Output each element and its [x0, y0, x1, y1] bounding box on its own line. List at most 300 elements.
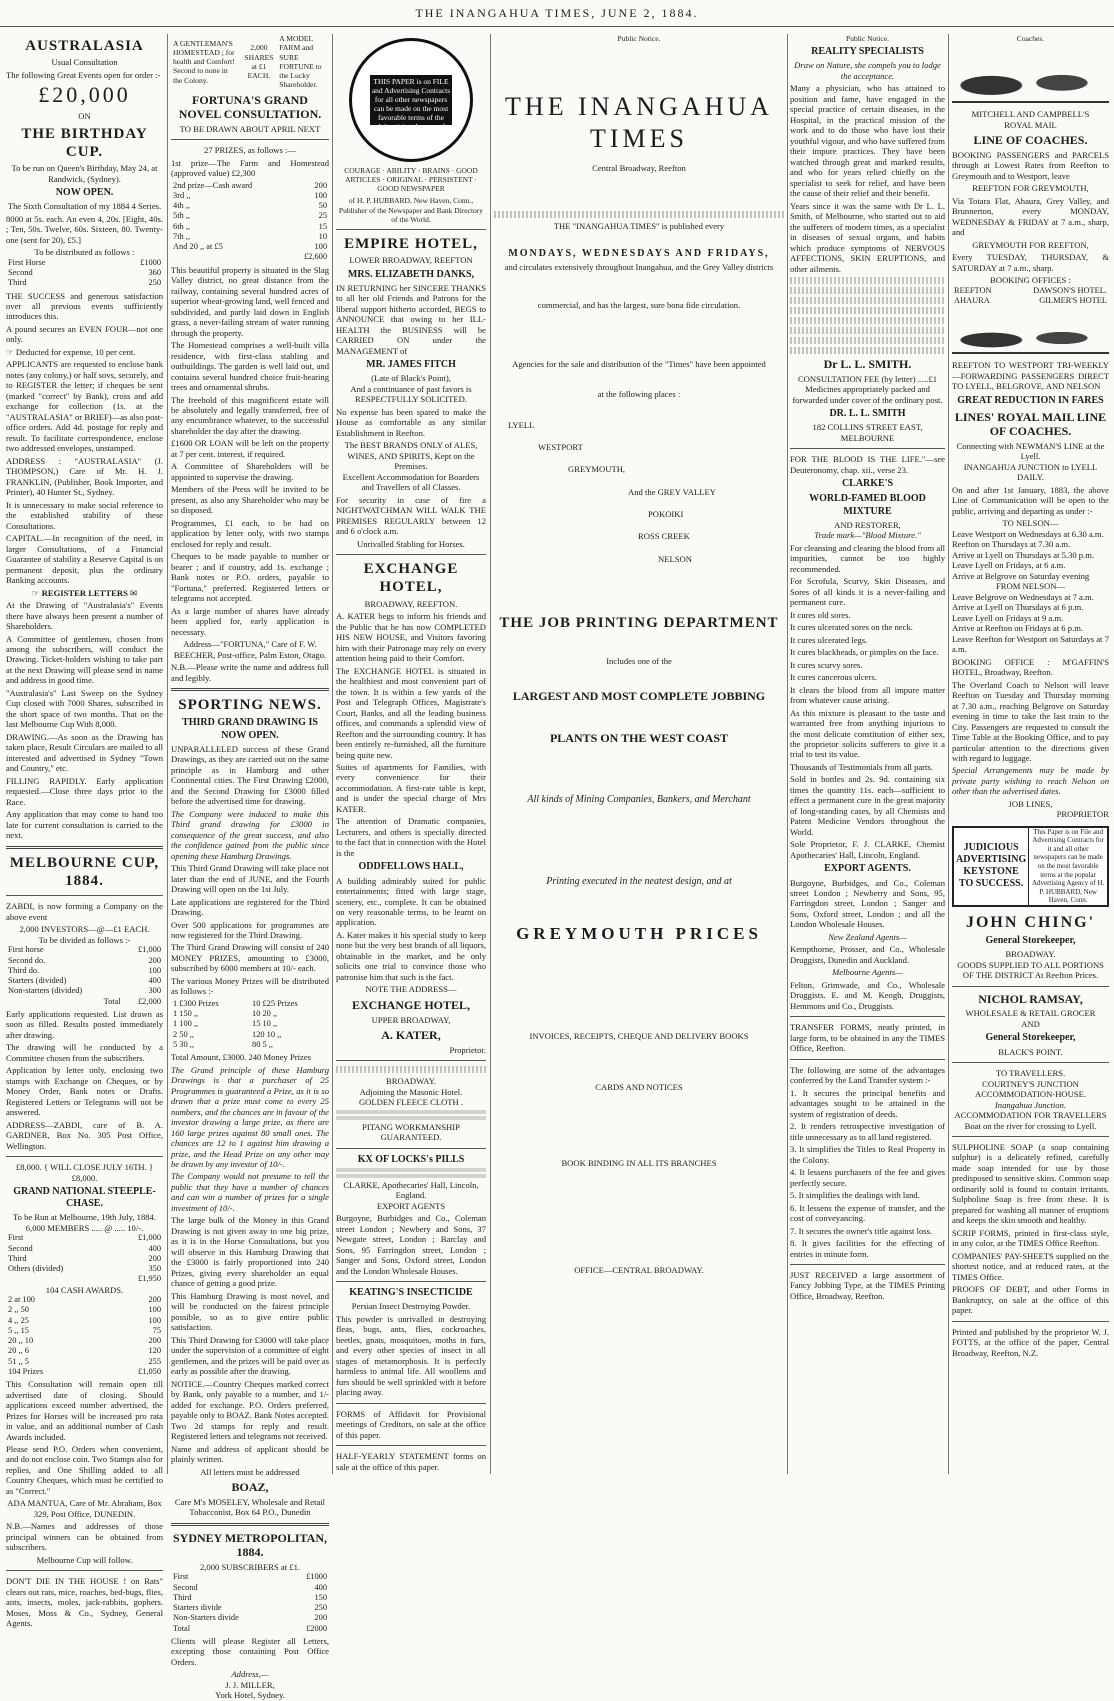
table-cell: Third	[8, 1253, 27, 1263]
table-cell: 5 30 ,,	[173, 1039, 194, 1049]
table-cell: £1,950	[137, 1274, 161, 1284]
table-cell: 1 100 ,,	[173, 1019, 199, 1029]
ad-lines-title: LINES' ROYAL MAIL LINE OF COACHES.	[954, 409, 1107, 439]
list-item: Reefton on Thursdays at 7.30 a.m.	[952, 539, 1071, 550]
list-item: It cures ulcerated legs.	[790, 634, 868, 645]
ad-text: The following are some of the advantages conferred by the Land Transfer system :-	[790, 1064, 945, 1086]
table-cell: 15 10 ,,	[252, 1019, 278, 1029]
divider	[171, 688, 329, 691]
divider	[6, 1156, 163, 1157]
ad-fortuna-title: FORTUNA'S GRAND NOVEL CONSULTATION.	[178, 92, 322, 122]
ad-australasia-title: AUSTRALASIA	[25, 38, 144, 54]
table-cell: 2 50 ,,	[173, 1029, 194, 1039]
table-row	[6, 1357, 163, 1367]
seal-ring-words: COURAGE · ABILITY · BRAINS · GOOD ARTICLES · ORIGINAL · PERSISTENT · GOOD NEWSPAPER	[344, 166, 478, 194]
divider	[790, 1016, 945, 1017]
table-row	[6, 945, 163, 955]
column-rule	[948, 34, 949, 1474]
table-row	[171, 34, 329, 90]
table-row	[171, 1593, 329, 1603]
list-item: Arrive at Belgrove on Saturday evening	[952, 570, 1090, 581]
list-item: Arrive at Reefton on Fridays at 6 p.m.	[952, 623, 1084, 634]
ad-text: PLANTS ON THE WEST COAST	[549, 731, 729, 746]
table-row	[6, 1346, 163, 1356]
table-cell: 100	[314, 242, 327, 252]
ad-text: ON	[78, 111, 91, 122]
table-row	[6, 1264, 163, 1274]
ad-text: 27 PRIZES, as follows :—	[204, 145, 296, 156]
ad-text: AND RESTORER,	[834, 519, 901, 530]
table-cell: 100	[148, 965, 161, 975]
ad-text: This beautiful property is situated in the Slag Valley district, no great distance from the railway, containing several hundred acres of superior wheat-growing land, well fenced and subdivided, and partly laid down in English grass, a never-failing stream of water running through the property.	[171, 264, 329, 338]
ad-text: The freehold of this magnificent estate will be absolutely and legally transferred, free of any encumbrance whatever, to the successful shareholder the day after the drawing.	[171, 394, 329, 436]
table-row	[171, 1603, 329, 1613]
table-cell: 10 £25 Prizes	[252, 998, 298, 1008]
list-item: Arrive at Lyell on Thursdays at 5.30 p.m.	[952, 549, 1095, 560]
ad-text: GOLDEN FLEECE CLOTH .	[358, 1097, 464, 1108]
pointing-hand-icon: ☞	[6, 346, 14, 357]
ad-text: Application by letter only, enclosing two stamps with Exchange on Cheques, or by Money Order, Bank notes or Drafts. Registered Letters or Telegrams will not be answered.	[6, 1065, 163, 1118]
job-printing-title: THE JOB PRINTING DEPARTMENT	[499, 615, 779, 632]
table-cell: 5 ,, 15	[8, 1325, 29, 1335]
ad-text: 8000 at 5s. each. An even 4, 20s. [Eight, 40s. ; Ten, 50s. Twelve, 60s. Sixteen, 80. Twenty-one (sent for 20), £5.]	[6, 213, 163, 245]
list-item: WESTPORT	[538, 442, 583, 453]
table-row	[171, 222, 329, 232]
ad-text: Melbourne Cup will follow.	[36, 1554, 133, 1565]
list-item: For Scrofula, Scurvy, Skin Diseases, and Sores of all kinds it is a never-failing and permanent cure.	[790, 576, 945, 608]
table-row	[171, 252, 329, 262]
ad-sydney-title: SYDNEY METROPOLITAN, 1884.	[172, 1530, 327, 1560]
ad-text: 2,000 SUBSCRIBERS at £1.	[199, 1561, 301, 1572]
ad-text: at the following places :	[597, 389, 681, 400]
prize-table	[171, 1572, 329, 1634]
ad-text: Members of the Press will be invited to be present, as also any Shareholder who may be so disposed.	[171, 484, 329, 516]
table-cell: Second	[8, 1243, 33, 1253]
ad-text: The following Great Events open for order :-	[6, 69, 161, 80]
ad-text: Dr L. L. SMITH.	[823, 357, 912, 372]
coach-illustration-icon	[952, 312, 1109, 354]
table-row	[6, 1244, 163, 1254]
table-row	[6, 1295, 163, 1305]
ad-address: Care M's MOSELEY, Wholesale and Retail Tobacconist, Box 64 P.O., Dunedin	[174, 1496, 326, 1518]
table-row	[171, 232, 329, 242]
faded-text	[790, 347, 945, 354]
ad-text: This Third Drawing for £3000 will take place under the supervision of a committee of eight gentlemen, and the prizes will be paid over as early as possible after the drawing.	[171, 1334, 329, 1377]
divider	[336, 1445, 486, 1446]
paper-banner: THE INANGAHUA TIMES	[505, 92, 773, 153]
list-item: 4. It lessens purchasers of the fee and gives perfectly secure.	[790, 1167, 945, 1188]
awards-table	[6, 1295, 163, 1377]
faded-text	[790, 327, 945, 334]
table-cell: 250	[148, 278, 161, 288]
table-cell: 120	[148, 1346, 161, 1356]
ad-text: Medicines appropriately packed and forwarded under cover of the ordinary post.	[792, 384, 943, 405]
list-item: 2. It renders retrospective investigation of title unnecessary as to all land registered.	[790, 1121, 945, 1142]
ad-text: This powder is unrivalled in destroying fleas, bugs, ants, flies, cockroaches, beetles, gnats, mosquitoes, moths in furs, and every other species of insect in all stages of metamorphosis. It is perfectly harmless to animal life. All woollens and furs should be well sprinkled with it before placing away.	[336, 1313, 486, 1398]
ad-text: Special Arrangements may be made by private party wishing to reach Nelson on other than the advertised dates.	[952, 765, 1109, 797]
table-cell: 100	[148, 1315, 161, 1325]
ad-text: COMPANIES' PAY-SHEETS supplied on the shortest notice, and at reduced rates, at the TIMES Office.	[952, 1250, 1109, 1282]
ad-text: N.B.—Please write the name and address full and legibly.	[171, 662, 329, 683]
table-cell: 350	[148, 1264, 161, 1274]
ad-text: INANGAHUA JUNCTION to LYELL DAILY.	[963, 461, 1098, 483]
divider	[6, 846, 163, 849]
ad-text: New Zealand Agents—	[828, 931, 907, 942]
ad-text: It is unnecessary to make social reference to the established stability of these Consultations.	[6, 499, 163, 531]
ad-text: BOOKING PASSENGERS and PARCELS through at Lowest Rates from Reefton to Greymouth and to Westport, leave	[952, 149, 1109, 181]
ad-text: Sole Proprietor, F. J. CLARKE, Chemist Apothecaries' Hall, Lincoln, England.	[790, 839, 945, 860]
table-cell: 51 ,, 5	[8, 1356, 29, 1366]
table-cell: DAWSON'S HOTEL.	[1033, 285, 1107, 295]
ad-text: MR. JAMES FITCH	[366, 359, 456, 371]
ad-text: Trade mark—"Blood Mixture."	[814, 530, 921, 541]
ad-text: A. Kater makes it his special study to keep none but the very best brands of all liquors, obtainable in the market, and he only solicits one trial to convince those who patronise him that such is the fact.	[336, 929, 486, 982]
ad-text: Every TUESDAY, THURSDAY, & SATURDAY at 7 a.m., sharp.	[952, 252, 1109, 273]
table-cell: Total	[173, 1623, 191, 1633]
divider	[790, 1264, 945, 1265]
list-item: It cures cancerous ulcers.	[790, 672, 877, 683]
divider	[952, 1136, 1109, 1137]
divider	[336, 1403, 486, 1404]
ad-text: BOOK BINDING IN ALL ITS BRANCHES	[561, 1158, 717, 1169]
column-rule	[167, 34, 168, 1474]
faded-text	[790, 317, 945, 324]
ad-text: Adjoining the Masonic Hotel.	[359, 1086, 463, 1097]
ad-text: Suites of apartments for Families, with every convenience for their accommodation. A first-rate table is kept, and is under the special charge of Mrs KATER.	[336, 762, 486, 814]
ad-keatings-title: KEATING'S INSECTICIDE	[349, 1287, 473, 1299]
ad-text: Burgoyne, Burbidges, and Co., Coleman street London ; Newberry and Sons, 95, Farringdon street, London ; Sanger and Sons, Oxford street, London ; and all the London Wholesale Houses.	[790, 877, 945, 930]
ad-text: GREYMOUTH FOR REEFTON,	[972, 239, 1089, 250]
section-label: Coaches.	[1016, 34, 1045, 43]
advantages-list	[790, 1088, 945, 1259]
prize-table	[6, 945, 163, 1007]
table-cell: 200	[148, 1253, 161, 1263]
table-cell: Total	[103, 996, 121, 1006]
ad-subtitle: Usual Consultation	[51, 57, 118, 68]
ad-text: JUST RECEIVED a large assortment of Fancy Jobbing Type, at the TIMES Printing Office, Broadway, Reefton.	[790, 1270, 945, 1301]
ad-text: General Storekeeper,	[985, 935, 1076, 947]
ad-text: 2,000 INVESTORS—@—£1 EACH.	[19, 924, 150, 935]
prize-table	[6, 258, 163, 289]
table-cell: 75	[152, 1325, 161, 1335]
faded-text	[494, 211, 784, 218]
table-row	[6, 1326, 163, 1336]
table-cell: 200	[314, 180, 327, 190]
ad-address: York Hotel, Sydney.	[215, 1690, 285, 1701]
ad-text: BOOKING OFFICE : M'GAFFIN'S HOTEL, Broadway, Reefton.	[952, 656, 1109, 678]
ad-text: CONSULTATION FEE (by letter) .....£1	[797, 373, 938, 384]
column-3	[336, 34, 486, 1474]
table-row	[171, 1624, 329, 1634]
ad-text: CAPITAL.—In recognition of the need, in larger Consultations, of a Financial Guarantee of stability a Reserve Capital is on permanent deposit, plus the ordinary Banking accounts.	[6, 533, 163, 586]
ad-text: WORLD-FAMED BLOOD MIXTURE	[809, 493, 926, 517]
list-item: Leave Westport on Wednesdays at 6.30 a.m.	[952, 528, 1104, 539]
table-cell: 15	[318, 221, 327, 231]
table-row	[171, 181, 329, 191]
ad-text: DRAWING.—As soon as the Drawing has taken place, Result Circulars are mailed to all interested and advertised in Sydney "Town and Country," etc.	[6, 731, 163, 774]
table-cell: Third	[8, 278, 27, 288]
ad-text: 6,000 MEMBERS ..... @ ..... 10/-.	[25, 1222, 144, 1233]
ad-text: Deducted for expense, 10 per cent.	[15, 346, 136, 357]
table-cell: Second	[8, 268, 33, 277]
ad-register: REGISTER LETTERS	[41, 587, 128, 598]
faded-text	[790, 297, 945, 304]
list-item: It cures blackheads, or pimples on the face.	[790, 647, 939, 658]
ad-text: Unrivalled Stabling for Horses.	[357, 538, 465, 549]
ad-empire-hotel-title: EMPIRE HOTEL,	[344, 235, 478, 252]
table-cell: £1,000	[137, 945, 161, 955]
ad-exchange-hotel-title: EXCHANGE HOTEL,	[363, 561, 459, 596]
ad-text: Includes one of the	[606, 656, 672, 667]
table-row	[6, 1305, 163, 1315]
ad-text: Please send P.O. Orders when convenient, and do not enclose coin. Two Stamps also for replies, and One Shilling added to all Country Cheques, which must be certified to as "Correct."	[6, 1444, 163, 1496]
table-cell: AHAURA	[954, 295, 990, 305]
table-cell: 1 150 ,,	[173, 1009, 199, 1019]
list-item: It cures scurvy sores.	[790, 659, 863, 670]
ad-text: Persian Insect Destroying Powder.	[351, 1301, 471, 1312]
prize-table	[171, 181, 329, 263]
ad-text: BOOKING OFFICES :	[990, 275, 1071, 286]
divider	[790, 448, 945, 449]
ad-text: The various Money Prizes will be distributed as follows :-	[171, 975, 329, 997]
envelope-icon: ✉	[130, 587, 138, 598]
ad-text: (Late of Black's Point),	[371, 373, 451, 384]
list-item: 6. It lessens the expense of transfer, and the cost of conveyancing.	[790, 1202, 945, 1224]
ad-text: Cheques to be made payable to number or bearer ; and if country, add 1s. exchange ; Bank notes or P.O. orders, payable to "Fortuna," preferred. Registered letters or telegrams not accepted.	[171, 551, 329, 604]
ad-text: PROPRIETOR	[1056, 809, 1109, 820]
agency-list	[508, 414, 784, 570]
table-cell: 2,000 SHARES at £1 EACH.	[244, 43, 274, 80]
column-4	[494, 34, 784, 1474]
table-row	[171, 1583, 329, 1593]
ad-text: Clients will please Register all Letters, excepting those containing Post Office Orders.	[171, 1635, 329, 1667]
ad-text: Thousands of Testimonials from all parts.	[790, 761, 933, 772]
pointing-hand-icon: ☞	[31, 587, 40, 598]
ad-text: ROYAL MAIL	[1004, 119, 1057, 130]
ad-text: EXPORT AGENTS	[376, 1200, 446, 1211]
table-row	[6, 1367, 163, 1377]
ad-text: CARDS AND NOTICES	[595, 1081, 683, 1092]
faded-text	[336, 1116, 486, 1120]
table-cell: Starters divide	[173, 1603, 222, 1613]
faded-text	[790, 307, 945, 314]
ad-text: JOB LINES,	[1008, 798, 1053, 809]
faded-text	[790, 277, 945, 284]
ad-address: 182 COLLINS STREET EAST, MELBOURNE	[812, 422, 923, 443]
ad-text: CLARKE, Apothecaries' Hall, Lincoln, England.	[343, 1179, 479, 1201]
table-cell: First horse	[8, 945, 44, 955]
ad-text: CLARKE'S	[841, 478, 894, 490]
list-item: It cures old sores.	[790, 609, 851, 620]
advertising-seal-icon	[349, 38, 473, 162]
ad-text: All kinds of Mining Companies, Bankers, and Merchant	[527, 794, 751, 806]
table-row	[6, 976, 163, 986]
ad-text: TO TRAVELLERS.	[995, 1068, 1066, 1079]
column-rule	[332, 34, 333, 1474]
ad-text: BLACK'S POINT.	[998, 1046, 1063, 1057]
ad-text: A. KATER begs to inform his friends and the Public that he has now COMPLETED HIS NEW HOUSE, and Visitors favoring him with their Patronage may rely on every attention being paid to their Comfort.	[336, 611, 486, 664]
cures-list	[790, 576, 945, 705]
divider	[336, 1060, 486, 1061]
table-row	[171, 1572, 329, 1582]
table-cell: 10	[318, 231, 327, 241]
table-cell: Non-Starters divide	[173, 1613, 239, 1623]
ad-text: DR. L. L. SMITH	[829, 408, 906, 420]
ad-text: Printing executed in the neatest design, and at	[546, 876, 732, 888]
ad-text: INVOICES, RECEIPTS, CHEQUE AND DELIVERY BOOKS	[529, 1031, 749, 1042]
divider	[336, 1148, 486, 1149]
table-row	[6, 278, 163, 288]
table-row	[171, 242, 329, 252]
table-cell: First	[8, 1233, 24, 1243]
ad-open: NOW OPEN.	[55, 187, 114, 199]
table-cell: £2,600	[303, 252, 327, 262]
ad-text: Years since it was the same with Dr L. L. Smith, of Melbourne, who started out to aid the sufferers of modern times, as a specialist in diseases of sexual organs, and habits which produce symptoms of NERVOUS AFFECTIONS, SKIN ERUPTIONS, and other ailments.	[790, 200, 945, 274]
ad-text: Excellent Accommodation for Boarders and Travellers of all Classes.	[342, 471, 480, 493]
schedule-list	[952, 529, 1109, 581]
seal-text: THIS PAPER is on FILE and Advertising Contracts for all other newspapers can be made on the most favorable terms of the Advertising Agency of	[371, 77, 451, 131]
ad-text: As a large number of shares have already been applied for, early application is necessary.	[171, 605, 329, 637]
ad-text: and circulates extensively throughout Inangahua, and the Grey Valley districts	[504, 261, 774, 272]
ad-text: Total Amount, £3000. 240 Money Prizes	[171, 1052, 311, 1063]
ad-text: NOTICE.—Country Cheques marked correct by Bank, only payable to a number, and 1/- added for exchange. P.O. Orders preferred, payable only to BOAZ. Bank Notes accepted. Two 2d stamps for reply and result. Registered letters and telegrams not received.	[171, 1378, 329, 1442]
table-cell: First	[173, 1572, 189, 1582]
divider	[171, 1523, 329, 1526]
ad-text: Many a physician, who has attained to position and fame, have engaged in the special practice of certain diseases, in the Hospital, in the practical mission of the work and to do those who have lost their youthful vigour, and who have suffered from their impure practices. They have been watched through great and marked results, and who for years relied chiefly on the specialist to seek for relief, and have been the cause of their relief and their benefit.	[790, 83, 945, 199]
list-item: And the GREY VALLEY	[628, 486, 716, 497]
ad-text: PITANG WORKMANSHIP GUARANTEED.	[362, 1121, 460, 1143]
ad-grand-national-title: GRAND NATIONAL STEEPLE-CHASE.	[13, 1186, 156, 1210]
ad-text: Programmes, £1 each, to be had on application by letter only, with two stamps enclosed for reply and result.	[171, 517, 329, 549]
table-cell: 150	[314, 1592, 327, 1602]
table-cell: A GENTLEMAN'S HOMESTEAD ; for health and Comfort! Second to none in the Colony.	[173, 38, 235, 85]
ad-text: ACCOMMODATION FOR TRAVELLERS	[954, 1110, 1107, 1121]
ad-text: £1600 OR LOAN will be left on the property at 7 per cent. interest, if required.	[171, 438, 329, 459]
ad-sporting-title: SPORTING NEWS.	[178, 697, 322, 714]
table-cell: £2000	[306, 1623, 327, 1633]
list-item: Arrive at Lyell on Thursdays at 6 p.m.	[952, 602, 1084, 613]
list-item: 8. It gives facilities for the effecting of entries in minute form.	[790, 1238, 945, 1259]
table-row	[6, 1316, 163, 1326]
ad-text: EXPORT AGENTS.	[824, 863, 911, 875]
faded-text	[790, 337, 945, 344]
ad-text: The BEST BRANDS ONLY of ALES, WINES, AND SPIRITS, Kept on the Premises.	[344, 440, 478, 472]
ad-text: PROOFS OF DEBT, and other Forms in Bankruptcy, on sale at the office of this paper.	[952, 1284, 1109, 1316]
table-cell: £1,000	[137, 1233, 161, 1243]
divider	[952, 1321, 1109, 1322]
table-cell: 4th ,,	[173, 201, 190, 211]
ad-text: NOTE THE ADDRESS—	[365, 984, 457, 995]
table-cell: 100	[314, 190, 327, 200]
table-cell: 250	[314, 1603, 327, 1613]
ad-text: Via Totara Flat, Ahaura, Grey Valley, and Brunnerton, every MONDAY, WEDNESDAY & FRIDAY at 7 a.m., sharp, and	[952, 195, 1109, 238]
ad-header-table	[171, 34, 329, 90]
table-cell: A MODEL FARM and SURE FORTUNE to the Lucky Shareholder.	[279, 34, 322, 90]
table-cell: £2,000	[137, 996, 161, 1006]
table-row	[6, 1336, 163, 1346]
ad-text: FOR THE BLOOD IS THE LIFE."—see Deuteronomy, chap. xii., verse 23.	[790, 454, 945, 475]
judicious-advertising-seal	[952, 826, 1109, 907]
table-row	[171, 999, 329, 1009]
ad-text: J. J. MILLER,	[225, 1679, 275, 1690]
table-cell: 2 ,, 50	[8, 1305, 29, 1315]
ad-text: This Hamburg Drawing is most novel, and will be conducted on the fairest principle possible, so as to give entire public satisfaction.	[171, 1290, 329, 1333]
ad-text: To be run on Queen's Birthday, May 24, at Randwick, (Sydney).	[11, 163, 158, 184]
ad-text: WHOLESALE & RETAIL GROCER	[965, 1008, 1096, 1019]
ad-text: On and after 1st January, 1883, the above Line of Communication will be open to the public, arriving and departing as under :-	[952, 484, 1109, 516]
ad-text: MRS. ELIZABETH DANKS,	[347, 268, 475, 280]
table-cell: 200	[314, 1613, 327, 1623]
table-cell: 10 20 ,,	[252, 1009, 278, 1019]
table-cell: 1 £300 Prizes	[173, 998, 219, 1008]
table-cell: And 20 ,, at £5	[173, 242, 223, 252]
ad-text: ODDFELLOWS HALL,	[358, 861, 464, 873]
ad-text: Melbourne Agents—	[832, 967, 903, 978]
table-row	[6, 258, 163, 268]
ad-text: 104 CASH AWARDS.	[45, 1284, 124, 1295]
table-cell: 100	[148, 1305, 161, 1315]
ad-text: SCRIP FORMS, printed in first-class style, in any color, at the TIMES Office Reefton.	[952, 1227, 1109, 1249]
ad-text: MONDAYS, WEDNESDAYS AND FRIDAYS,	[508, 247, 770, 259]
ad-text: BROADWAY.	[1005, 949, 1056, 960]
table-cell: 200	[148, 1336, 161, 1346]
table-cell: Third do.	[8, 965, 40, 975]
ad-text: Connecting with NEWMAN'S LINE at the Lyell.	[956, 440, 1105, 462]
table-cell: Starters (divided)	[8, 976, 67, 985]
ad-cup-title: THE BIRTHDAY CUP.	[21, 125, 148, 160]
ad-text: Sold in bottles and 2s. 9d. containing six times the quantity 11s. each—sufficient to effect a permanent cure in the great majority of long-standing cases, by all Chemists and Patent Medicine Vendors throughout the World.	[790, 774, 945, 837]
ad-address: ADDRESS—ZABDI, care of B. A. GARDNER, Box No. 305 Post Office, Wellington.	[6, 1119, 163, 1151]
ad-text: Over 500 applications for programmes are now registered for the Third Drawing.	[171, 919, 329, 940]
faded-text	[336, 1174, 486, 1178]
ad-address: ADA MANTUA, Care of Mr. Abraham, Box 329, Post Office, DUNEDIN.	[7, 1498, 162, 1519]
table-cell: Others (divided)	[8, 1264, 64, 1274]
ad-text: Late applications are registered for the Third Drawing.	[171, 896, 329, 918]
ad-text: This Consultation will remain open till advertised date of closing. Should applications exceed number advertised, the Prizes for Horses will be increased pro rata in value, and an additional number of Cash Awards included.	[6, 1379, 163, 1442]
table-cell: First Horse	[8, 257, 46, 267]
ad-text: COURTNEY'S JUNCTION ACCOMMODATION-HOUSE.	[974, 1078, 1086, 1100]
table-cell: 120 10 ,,	[252, 1029, 282, 1039]
ad-text: A pound secures an EVEN FOUR—not one only.	[6, 323, 163, 345]
list-item: 5. It simplifies the dealings with land.	[790, 1190, 920, 1201]
ad-text: LOWER BROADWAY, REEFTON	[349, 255, 473, 266]
table-cell: 80 5 ,,	[252, 1039, 273, 1049]
column-rule	[490, 34, 491, 1474]
ad-text: Proprietor.	[449, 1044, 486, 1055]
ad-text: UNPARALLELED success of these Grand Drawings, as they are carried out on the same principle as in Hamburg and other Continental cities. The First Drawing £2000, and the Second Drawing for £3000 filled before the advertised time for drawing.	[171, 743, 329, 807]
table-cell: 2nd prize—Cash award	[173, 180, 253, 190]
ad-boaz: BOAZ,	[231, 1480, 269, 1495]
imprint: Printed and published by the proprietor W. J. FOTTS, at the office of the paper, Central Broadway, Reefton, N.Z.	[952, 1326, 1109, 1358]
ad-text: MITCHELL AND CAMPBELL'S	[971, 109, 1090, 120]
table-cell: 20 ,, 6	[8, 1346, 29, 1356]
ad-ramsay-title: NICHOL RAMSAY,	[978, 991, 1083, 1006]
ad-text: EXCHANGE HOTEL,	[351, 997, 471, 1012]
prize-table	[6, 1233, 163, 1284]
ad-text: All letters must be addressed	[200, 1466, 300, 1477]
ad-text: AND	[1021, 1018, 1040, 1029]
table-cell: 200	[148, 1295, 161, 1305]
divider	[336, 554, 486, 555]
list-item: 7. It secures the owner's title against loss.	[790, 1225, 933, 1236]
list-item: It cures ulcerated sores on the neck.	[790, 622, 913, 633]
table-cell: 104 Prizes	[8, 1366, 44, 1376]
table-cell: Third	[173, 1592, 192, 1602]
ad-text: And a continuance of past favors is RESPECTFULLY SOLICITED.	[350, 383, 472, 405]
column-1	[6, 34, 163, 1629]
ad-text: Address,—	[231, 1669, 269, 1680]
list-item: Leave Reefton for Westport on Saturdays at 7 a.m.	[952, 633, 1109, 655]
